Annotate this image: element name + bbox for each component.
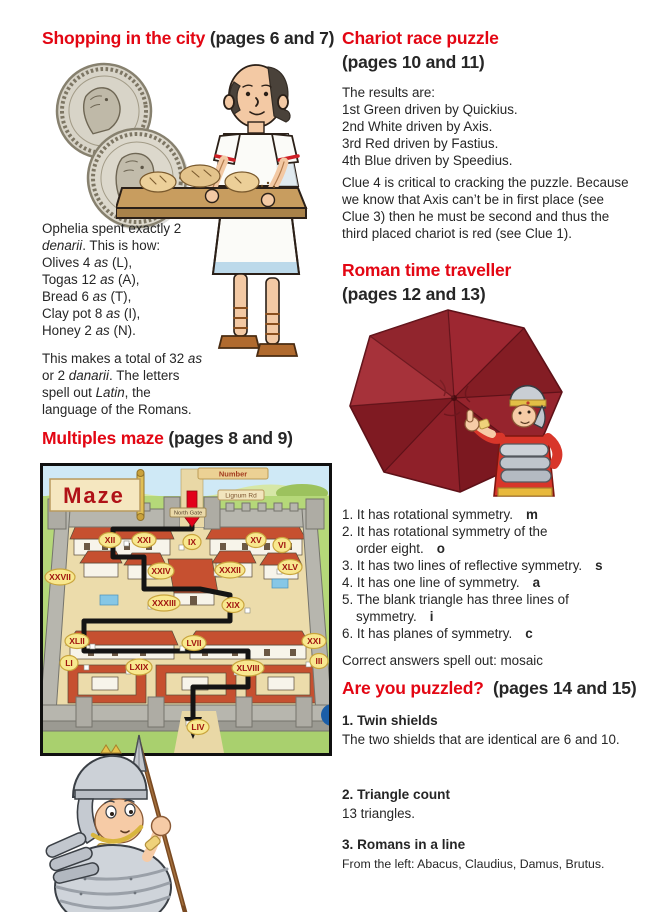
answer-letter: s: [595, 558, 603, 573]
svg-text:LXIX: LXIX: [129, 662, 149, 672]
shopping-heading-pages: (pages 6 and 7): [205, 28, 335, 48]
chariot-clue: Clue 4 is critical to cracking the puzzle. Because we know that Axis can’t be in first place (see Clue 3) then he must be second and thus the third placed chariot is red (see Clue 1).: [342, 175, 629, 241]
svg-text:XXIV: XXIV: [151, 566, 171, 576]
shopping-heading-red: Shopping in the city: [42, 28, 206, 48]
svg-text:IX: IX: [187, 537, 197, 547]
symmetry-result: Correct answers spell out: mosaic: [342, 653, 543, 668]
multiples-maze-illustration: [40, 463, 332, 756]
svg-text:XXI: XXI: [307, 636, 321, 646]
svg-text:XXXII: XXXII: [219, 565, 241, 575]
gate-sign-label: North Gate: [173, 510, 203, 517]
svg-text:LIV: LIV: [191, 722, 205, 732]
maze-heading-red: Multiples maze: [42, 428, 164, 448]
twin-shields-answer: The two shields that are identical are 6 and 10.: [342, 732, 620, 747]
chariot-heading-red: Chariot race puzzle: [342, 28, 499, 48]
answer-letter: i: [429, 609, 434, 624]
svg-text:XXI: XXI: [137, 535, 151, 545]
puzzled-heading-red: Are you puzzled?: [342, 678, 484, 698]
svg-text:XV: XV: [250, 535, 262, 545]
answer-letter: a: [532, 575, 541, 590]
maze-heading-pages: (pages 8 and 9): [163, 428, 293, 448]
number-sign-label: Number: [218, 469, 248, 479]
puzzled-heading: [342, 678, 636, 699]
chariot-heading-pages: (pages 10 and 11): [342, 52, 485, 72]
time-traveller-heading-red: Roman time traveller: [342, 260, 512, 280]
symmetry-item: 5. The blank triangle has three lines of symmetry. i: [342, 592, 569, 624]
romans-in-line-answer: From the left: Abacus, Claudius, Damus, Brutus.: [342, 857, 605, 871]
shopping-paragraph-2: This makes a total of 32 as or 2 danarii. The letters spell out Latin, the language of the Romans.: [42, 351, 203, 417]
svg-text:LI: LI: [65, 658, 73, 668]
symmetry-item: 1. It has rotational symmetry. m: [342, 507, 538, 522]
answer-letter: o: [436, 541, 445, 556]
svg-text:XIX: XIX: [226, 600, 240, 610]
legionary-soldier-illustration: [35, 733, 275, 912]
svg-text:XXXIII: XXXIII: [151, 598, 177, 608]
svg-text:XXVII: XXVII: [49, 572, 71, 582]
svg-text:LVII: LVII: [186, 638, 202, 648]
puzzled-heading-pages: (pages 14 and 15): [483, 678, 637, 698]
answer-letter: c: [525, 626, 533, 641]
twin-shields-title: 1. Twin shields: [342, 713, 438, 728]
svg-text:XII: XII: [104, 535, 116, 545]
triangle-count-answer: 13 triangles.: [342, 806, 415, 821]
svg-text:XLV: XLV: [282, 562, 298, 572]
maze-banner-label: Maze: [63, 483, 125, 508]
umbrella-illustration: [348, 306, 642, 506]
symmetry-item: 6. It has planes of symmetry. c: [342, 626, 533, 641]
answer-letter: m: [525, 507, 538, 522]
shopping-heading: [42, 28, 334, 49]
triangle-count-title: 2. Triangle count: [342, 787, 451, 802]
maze-heading: [42, 428, 293, 449]
symmetry-item: 4. It has one line of symmetry. a: [342, 575, 541, 590]
chariot-results: The results are: 1st Green driven by Quickius. 2nd White driven by Axis. 3rd Red driven by Fastius. 4th Blue driven by Speedius.: [342, 85, 518, 168]
time-traveller-heading-pages: (pages 12 and 13): [342, 284, 486, 304]
svg-text:VI: VI: [277, 540, 287, 550]
svg-text:XLVIII: XLVIII: [236, 663, 260, 673]
svg-text:XLII: XLII: [69, 636, 85, 646]
symmetry-item: 2. It has rotational symmetry of the order eight. o: [342, 524, 548, 556]
romans-in-line-title: 3. Romans in a line: [342, 837, 466, 852]
svg-text:III: III: [315, 656, 323, 666]
road-sign-label: Lignum Rd: [225, 492, 257, 500]
symmetry-item: 3. It has two lines of reflective symmetry. s: [342, 558, 603, 573]
shopping-paragraph-1: Ophelia spent exactly 2 denarii. This is how: Olives 4 as (L), Togas 12 as (A), Bread 6 as (T), Clay pot 8 as (I), Honey 2 as (N).: [42, 221, 182, 338]
symmetry-quiz-answers: [342, 506, 642, 642]
